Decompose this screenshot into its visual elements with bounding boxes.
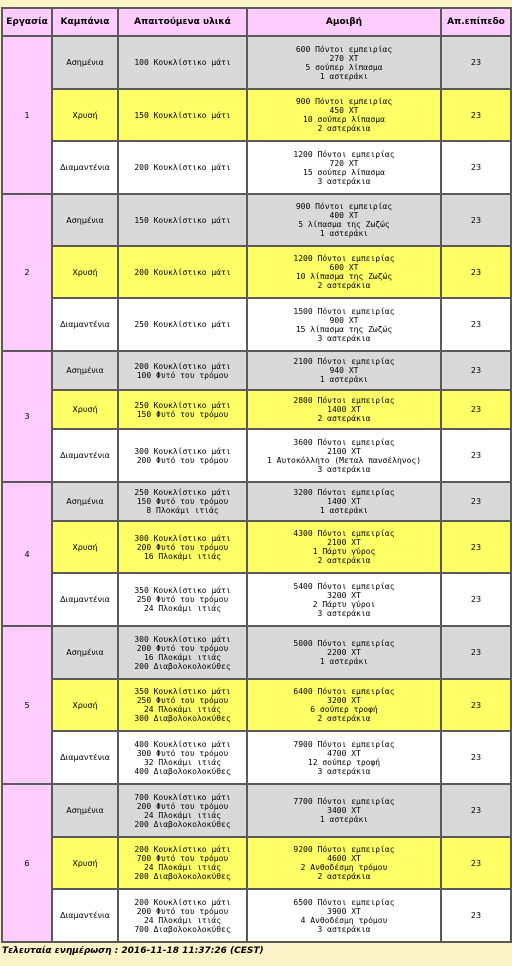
required-materials xyxy=(118,626,247,679)
material-line: 8 Πλοκάμι ιτιάς xyxy=(146,506,219,515)
reward-line: 600 ΧΤ xyxy=(329,263,359,272)
reward xyxy=(247,626,441,679)
required-level: 23 xyxy=(441,482,511,521)
material-line: 250 Φυτό του τρόμου xyxy=(136,696,229,705)
reward xyxy=(247,679,441,731)
material-line: 200 Φυτό του τρόμου xyxy=(136,542,229,552)
quest-number: 3 xyxy=(2,351,52,482)
required-materials xyxy=(118,573,247,626)
reward-line: 2100 ΧΤ xyxy=(327,538,361,547)
required-materials xyxy=(118,194,247,246)
reward-line: 2800 Πόντοι εμπειρίας xyxy=(293,396,395,405)
table-row xyxy=(2,246,511,298)
reward-line: 900 Πόντοι εμπειρίας xyxy=(295,202,393,211)
header-reward: Αμοιβή xyxy=(247,8,441,36)
table-row xyxy=(2,482,511,521)
reward-line: 1 αστεράκι xyxy=(319,229,369,238)
reward-line: 5 λίπασμα της Ζωζώς xyxy=(298,220,390,229)
reward-line: 600 Πόντοι εμπειρίας xyxy=(295,44,393,54)
reward-line: 940 ΧΤ xyxy=(329,366,359,375)
campaign-name: Χρυσή xyxy=(52,679,118,731)
reward-line: 15 λίπασμα της Ζωζώς xyxy=(295,324,393,334)
reward-line: 1 αστεράκι xyxy=(319,506,369,515)
table-row xyxy=(2,837,511,889)
reward-line: 1400 ΧΤ xyxy=(327,497,361,506)
table-row xyxy=(2,390,511,429)
material-line: 350 Κουκλίστικο μάτι xyxy=(134,586,231,595)
reward-line: 1 αστεράκι xyxy=(319,815,369,824)
reward-line: 3 αστεράκια xyxy=(317,608,371,618)
reward-line: 1200 Πόντοι εμπειρίας xyxy=(293,149,395,159)
required-materials xyxy=(118,521,247,573)
reward xyxy=(247,194,441,246)
material-line: 200 Φυτό του τρόμου xyxy=(136,906,229,916)
quest-number: 6 xyxy=(2,784,52,942)
table-row xyxy=(2,36,511,89)
required-materials xyxy=(118,89,247,141)
reward-line: 1 αστεράκι xyxy=(319,657,369,666)
reward-line: 2 Ανθοδέσμη τρόμου xyxy=(300,863,388,872)
table-row xyxy=(2,429,511,482)
campaign-name: Χρυσή xyxy=(52,837,118,889)
campaign-name: Χρυσή xyxy=(52,390,118,429)
reward-line: 2100 ΧΤ xyxy=(327,446,361,456)
reward-line: 3200 ΧΤ xyxy=(327,696,361,705)
campaign-name: Διαμαντένια xyxy=(52,889,118,942)
material-line: 250 Κουκλίστικο μάτι xyxy=(134,400,231,410)
reward-line: 2 Πάρτυ γύροι xyxy=(312,599,376,609)
material-line: 16 Πλοκάμι ιτιάς xyxy=(143,652,222,662)
quest-table-container xyxy=(1,7,510,943)
material-line: 200 Διαβολοκολοκύθες xyxy=(134,872,231,881)
reward-line: 7900 Πόντοι εμπειρίας xyxy=(293,739,395,749)
required-materials xyxy=(118,889,247,942)
required-materials xyxy=(118,679,247,731)
required-level: 23 xyxy=(441,784,511,837)
campaign-name: Ασημένια xyxy=(52,36,118,89)
table-row xyxy=(2,784,511,837)
reward-line: 3900 ΧΤ xyxy=(327,906,361,916)
reward-line: 2 αστεράκια xyxy=(317,714,371,723)
required-level: 23 xyxy=(441,573,511,626)
reward-line: 3200 ΧΤ xyxy=(327,590,361,600)
quest-number: 1 xyxy=(2,36,52,194)
required-level: 23 xyxy=(441,837,511,889)
material-line: 300 Κουκλίστικο μάτι xyxy=(134,533,231,543)
required-level: 23 xyxy=(441,889,511,942)
reward xyxy=(247,246,441,298)
material-line: 300 Κουκλίστικο μάτι xyxy=(134,446,231,456)
header-materials: Απαιτούμενα υλικά xyxy=(118,8,247,36)
reward-line: 900 ΧΤ xyxy=(329,315,359,325)
table-row xyxy=(2,194,511,246)
reward-line: 400 ΧΤ xyxy=(329,211,359,220)
reward-line: 3 αστεράκια xyxy=(317,333,371,343)
table-row xyxy=(2,351,511,390)
reward-line: 15 σούπερ λίπασμα xyxy=(303,167,385,177)
material-line: 300 Φυτό του τρόμου xyxy=(136,748,229,758)
required-level: 23 xyxy=(441,679,511,731)
table-row xyxy=(2,521,511,573)
required-materials xyxy=(118,429,247,482)
campaign-name: Ασημένια xyxy=(52,784,118,837)
table-row xyxy=(2,573,511,626)
material-line: 400 Κουκλίστικο μάτι xyxy=(134,739,231,749)
reward-line: 3200 Πόντοι εμπειρίας xyxy=(293,488,395,497)
required-level: 23 xyxy=(441,390,511,429)
reward xyxy=(247,731,441,784)
required-level: 23 xyxy=(441,298,511,351)
material-line: 200 Φυτό του τρόμου xyxy=(136,643,229,653)
reward-line: 10 λίπασμα της Ζωζώς xyxy=(295,272,393,281)
reward-line: 2100 Πόντοι εμπειρίας xyxy=(293,357,395,366)
reward-line: 4 Ανθοδέσμη τρόμου xyxy=(300,915,388,925)
material-line: 24 Πλοκάμι ιτιάς xyxy=(143,810,222,820)
reward xyxy=(247,482,441,521)
reward-line: 900 Πόντοι εμπειρίας xyxy=(295,97,393,106)
required-level: 23 xyxy=(441,626,511,679)
reward-line: 5 σούπερ λίπασμα xyxy=(305,62,383,72)
reward-line: 10 σούπερ λίπασμα xyxy=(303,115,385,124)
campaign-name: Ασημένια xyxy=(52,482,118,521)
campaign-name: Διαμαντένια xyxy=(52,573,118,626)
table-row xyxy=(2,731,511,784)
reward xyxy=(247,89,441,141)
reward-line: 5400 Πόντοι εμπειρίας xyxy=(293,581,395,591)
reward xyxy=(247,390,441,429)
material-line: 250 Φυτό του τρόμου xyxy=(136,595,229,604)
campaign-name: Χρυσή xyxy=(52,89,118,141)
required-level: 23 xyxy=(441,429,511,482)
required-materials xyxy=(118,36,247,89)
material-line: 200 Κουκλίστικο μάτι xyxy=(134,845,231,854)
reward-line: 4700 ΧΤ xyxy=(327,748,361,758)
campaign-name: Χρυσή xyxy=(52,521,118,573)
reward-line: 4600 ΧΤ xyxy=(327,854,361,863)
material-line: 200 Φυτό του τρόμου xyxy=(136,455,229,465)
material-line: 32 Πλοκάμι ιτιάς xyxy=(143,757,222,767)
table-row xyxy=(2,298,511,351)
reward-line: 12 σούπερ τροφή xyxy=(307,757,381,767)
reward-line: 270 ΧΤ xyxy=(329,53,359,63)
reward-line: 1 αστεράκι xyxy=(319,71,369,81)
campaign-name: Ασημένια xyxy=(52,351,118,390)
reward-line: 9200 Πόντοι εμπειρίας xyxy=(293,845,395,854)
material-line: 100 Φυτό του τρόμου xyxy=(136,370,229,380)
reward xyxy=(247,784,441,837)
material-line: 200 Διαβολοκολοκύθες xyxy=(134,819,231,829)
quest-number: 4 xyxy=(2,482,52,626)
reward-line: 3 αστεράκια xyxy=(317,924,371,934)
reward-line: 1400 ΧΤ xyxy=(327,405,361,414)
reward xyxy=(247,573,441,626)
reward-line: 1200 Πόντοι εμπειρίας xyxy=(293,254,395,263)
material-line: 700 Φυτό του τρόμου xyxy=(136,854,229,863)
material-line: 200 Κουκλίστικο μάτι xyxy=(134,163,231,172)
table-row xyxy=(2,889,511,942)
required-materials xyxy=(118,246,247,298)
required-level: 23 xyxy=(441,89,511,141)
campaign-name: Διαμαντένια xyxy=(52,298,118,351)
table-body xyxy=(2,36,511,942)
reward-line: 1 αστεράκι xyxy=(319,375,369,384)
reward-line: 1500 Πόντοι εμπειρίας xyxy=(293,306,395,316)
last-updated: Τελευταία ενημέρωση : 2016-11-18 11:37:26 (CEST) xyxy=(2,946,264,956)
material-line: 250 Κουκλίστικο μάτι xyxy=(134,320,231,329)
material-line: 250 Κουκλίστικο μάτι xyxy=(134,488,231,497)
reward xyxy=(247,351,441,390)
campaign-name: Ασημένια xyxy=(52,194,118,246)
material-line: 16 Πλοκάμι ιτιάς xyxy=(143,551,222,561)
table-row xyxy=(2,626,511,679)
table-row xyxy=(2,141,511,194)
reward-line: 7700 Πόντοι εμπειρίας xyxy=(293,797,395,806)
material-line: 200 Κουκλίστικο μάτι xyxy=(134,897,231,907)
reward-line: 1 Αυτοκόλλητο (Μεταλ πανσέληνος) xyxy=(266,455,422,465)
required-level: 23 xyxy=(441,351,511,390)
material-line: 200 Φυτό του τρόμου xyxy=(136,801,229,811)
material-line: 150 Φυτό του τρόμου xyxy=(136,497,229,506)
reward xyxy=(247,521,441,573)
reward-line: 1 Πάρτυ γύρος xyxy=(312,547,376,556)
material-line: 700 Κουκλίστικο μάτι xyxy=(134,792,231,802)
reward-line: 720 ΧΤ xyxy=(329,158,359,168)
reward-line: 6500 Πόντοι εμπειρίας xyxy=(293,897,395,907)
reward-line: 3 αστεράκια xyxy=(317,766,371,776)
reward-line: 2 αστεράκια xyxy=(317,281,371,290)
reward-line: 6400 Πόντοι εμπειρίας xyxy=(293,687,395,696)
material-line: 350 Κουκλίστικο μάτι xyxy=(134,687,231,696)
material-line: 700 Διαβολοκολοκύθες xyxy=(134,924,231,934)
material-line: 200 Κουκλίστικο μάτι xyxy=(134,361,231,371)
reward xyxy=(247,141,441,194)
reward-line: 5000 Πόντοι εμπειρίας xyxy=(293,639,395,648)
reward-line: 2 αστεράκια xyxy=(317,556,371,565)
material-line: 150 Κουκλίστικο μάτι xyxy=(134,110,231,120)
campaign-name: Διαμαντένια xyxy=(52,141,118,194)
reward-line: 3 αστεράκια xyxy=(317,464,371,474)
quest-rewards-table xyxy=(1,7,512,943)
reward-line: 2 αστεράκια xyxy=(317,124,371,133)
reward xyxy=(247,837,441,889)
campaign-name: Διαμαντένια xyxy=(52,429,118,482)
required-level: 23 xyxy=(441,521,511,573)
reward xyxy=(247,298,441,351)
required-level: 23 xyxy=(441,141,511,194)
reward xyxy=(247,429,441,482)
table-header-row xyxy=(2,8,511,36)
required-materials xyxy=(118,784,247,837)
required-level: 23 xyxy=(441,36,511,89)
reward-line: 3600 Πόντοι εμπειρίας xyxy=(293,437,395,447)
reward-line: 2 αστεράκια xyxy=(317,414,371,423)
material-line: 24 Πλοκάμι ιτιάς xyxy=(143,604,222,613)
header-campaign: Καμπάνια xyxy=(52,8,118,36)
reward-line: 450 ΧΤ xyxy=(329,106,359,115)
table-row xyxy=(2,89,511,141)
reward-line: 2 αστεράκια xyxy=(317,872,371,881)
required-materials xyxy=(118,351,247,390)
reward-line: 6 σούπερ τροφή xyxy=(310,705,378,714)
reward-line: 2200 ΧΤ xyxy=(327,648,361,657)
table-row xyxy=(2,679,511,731)
required-materials xyxy=(118,390,247,429)
quest-number: 5 xyxy=(2,626,52,784)
required-level: 23 xyxy=(441,246,511,298)
required-materials xyxy=(118,731,247,784)
required-level: 23 xyxy=(441,194,511,246)
campaign-name: Ασημένια xyxy=(52,626,118,679)
reward xyxy=(247,36,441,89)
header-quest: Εργασία xyxy=(2,8,52,36)
reward-line: 4300 Πόντοι εμπειρίας xyxy=(293,529,395,538)
material-line: 24 Πλοκάμι ιτιάς xyxy=(143,915,222,925)
material-line: 24 Πλοκάμι ιτιάς xyxy=(143,863,222,872)
quest-number: 2 xyxy=(2,194,52,351)
reward xyxy=(247,889,441,942)
material-line: 200 Κουκλίστικο μάτι xyxy=(134,267,231,277)
required-materials xyxy=(118,837,247,889)
material-line: 24 Πλοκάμι ιτιάς xyxy=(143,705,222,714)
required-materials xyxy=(118,141,247,194)
reward-line: 3400 ΧΤ xyxy=(327,806,361,815)
material-line: 300 Διαβολοκολοκύθες xyxy=(134,714,231,723)
campaign-name: Χρυσή xyxy=(52,246,118,298)
campaign-name: Διαμαντένια xyxy=(52,731,118,784)
material-line: 150 Φυτό του τρόμου xyxy=(136,409,229,419)
required-materials xyxy=(118,482,247,521)
material-line: 400 Διαβολοκολοκύθες xyxy=(134,766,231,776)
reward-line: 3 αστεράκια xyxy=(317,176,371,186)
material-line: 200 Διαβολοκολοκύθες xyxy=(134,661,231,671)
material-line: 100 Κουκλίστικο μάτι xyxy=(134,58,231,67)
material-line: 150 Κουκλίστικο μάτι xyxy=(134,215,231,225)
required-level: 23 xyxy=(441,731,511,784)
required-materials xyxy=(118,298,247,351)
material-line: 300 Κουκλίστικο μάτι xyxy=(134,634,231,644)
header-level: Απ.επίπεδο xyxy=(441,8,511,36)
